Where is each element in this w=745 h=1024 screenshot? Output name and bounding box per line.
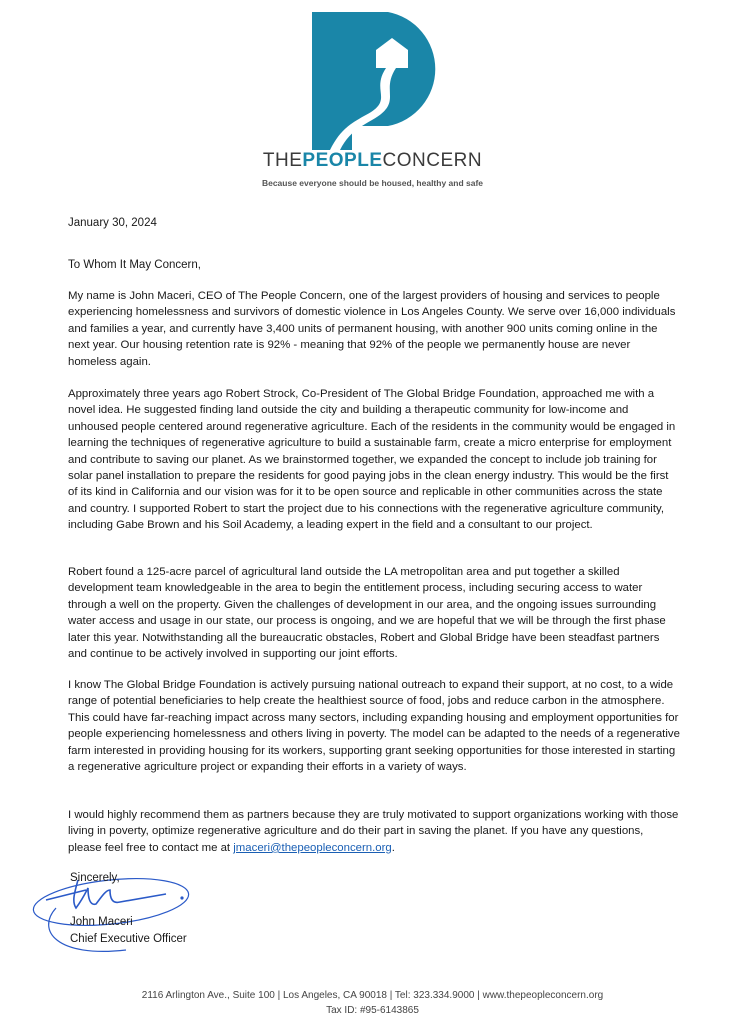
letter-date: January 30, 2024 — [68, 217, 157, 229]
house-path-logo-icon — [300, 12, 450, 150]
letter-footer — [0, 988, 745, 1018]
footer-address: 2116 Arlington Ave., Suite 100 | Los Angeles, CA 90018 | Tel: 323.334.9000 | www.thepeopleconcern.org — [141, 990, 604, 1001]
email-link[interactable]: jmaceri@thepeopleconcern.org — [233, 841, 392, 854]
signer-title: Chief Executive Officer — [70, 933, 187, 945]
org-name: THEPEOPLECONCERN — [262, 150, 483, 171]
sign-off: Sincerely, — [70, 872, 120, 884]
paragraph-origin: Approximately three years ago Robert Strock, Co-President of The Global Bridge Foundation, approached me with a novel idea. He suggested finding land outside the city and building a therapeutic community for low-income and unhoused people centered around regenerative agriculture. Each of the residents in the community would be engaged in learning the techniques of regenerative agriculture to build a sustainable farm, create a micro enterprise for employment and contribute to saving our planet. As we brainstormed together, we expanded the concept to include job training for solar panel installation to prepare the residents for good paying jobs in the clean energy industry. This would be the first of its kind in California and our vision was for it to be open source and replicable in other communities across the state and country. I supported Robert to start the project due to his connections with the regenerative agriculture community, including Gabe Brown and his Soil Academy, a leading expert in the field and a consultant to our project. — [68, 388, 676, 532]
paragraph-intro: My name is John Maceri, CEO of The People Concern, one of the largest providers of housing and services to people experiencing homelessness and survivors of domestic violence in Los Angeles County. We serve over 16,000 individuals and families a year, and currently have 3,400 units of permanent housing, with another 900 units coming online in the next year. Our housing retention rate is 92% - meaning that 92% of the people we permanently house are never homeless again. — [68, 290, 676, 368]
paragraph-land: Robert found a 125-acre parcel of agricultural land outside the LA metropolitan area and put together a skilled development team knowledgeable in the area to begin the entitlement process, including securing access to water through a well on the property. Given the challenges of development in our area, and the ongoing issues surrounding water access and usage in our state, our process is ongoing, and we are hopeful that we will be through the first phase later this year. Notwithstanding all the bureaucratic obstacles, Robert and Global Bridge have been steadfast partners and continue to be actively involved in supporting our joint efforts. — [68, 566, 666, 661]
paragraph-recommendation: I would highly recommend them as partners because they are truly motivated to support organizations working with those living in poverty, optimize regenerative agriculture and do their part in saving the planet. If you have any questions, please feel free to contact me at jmaceri@thepeopleconcern.org. — [68, 809, 679, 854]
org-tagline: Because everyone should be housed, healthy and safe — [261, 178, 484, 188]
paragraph-outreach: I know The Global Bridge Foundation is actively pursuing national outreach to expand their support, at no cost, to a wide range of potential beneficiaries to help create the healthiest source of food, jobs and reduce carbon in the atmosphere. This could have far-reaching impact across many sectors, including expanding housing and employment opportunities for people experiencing homelessness and others living in poverty. The model can be adapted to the needs of a regenerative farm interested in providing housing for its workers, supporting grant seeking opportunities for those interested in starting a regenerative agriculture project or expanding their efforts in a variety of ways. — [68, 679, 680, 774]
salutation: To Whom It May Concern, — [68, 259, 201, 271]
footer-tax-id: Tax ID: #95-6143865 — [326, 1005, 419, 1016]
signer-name: John Maceri — [70, 916, 133, 928]
